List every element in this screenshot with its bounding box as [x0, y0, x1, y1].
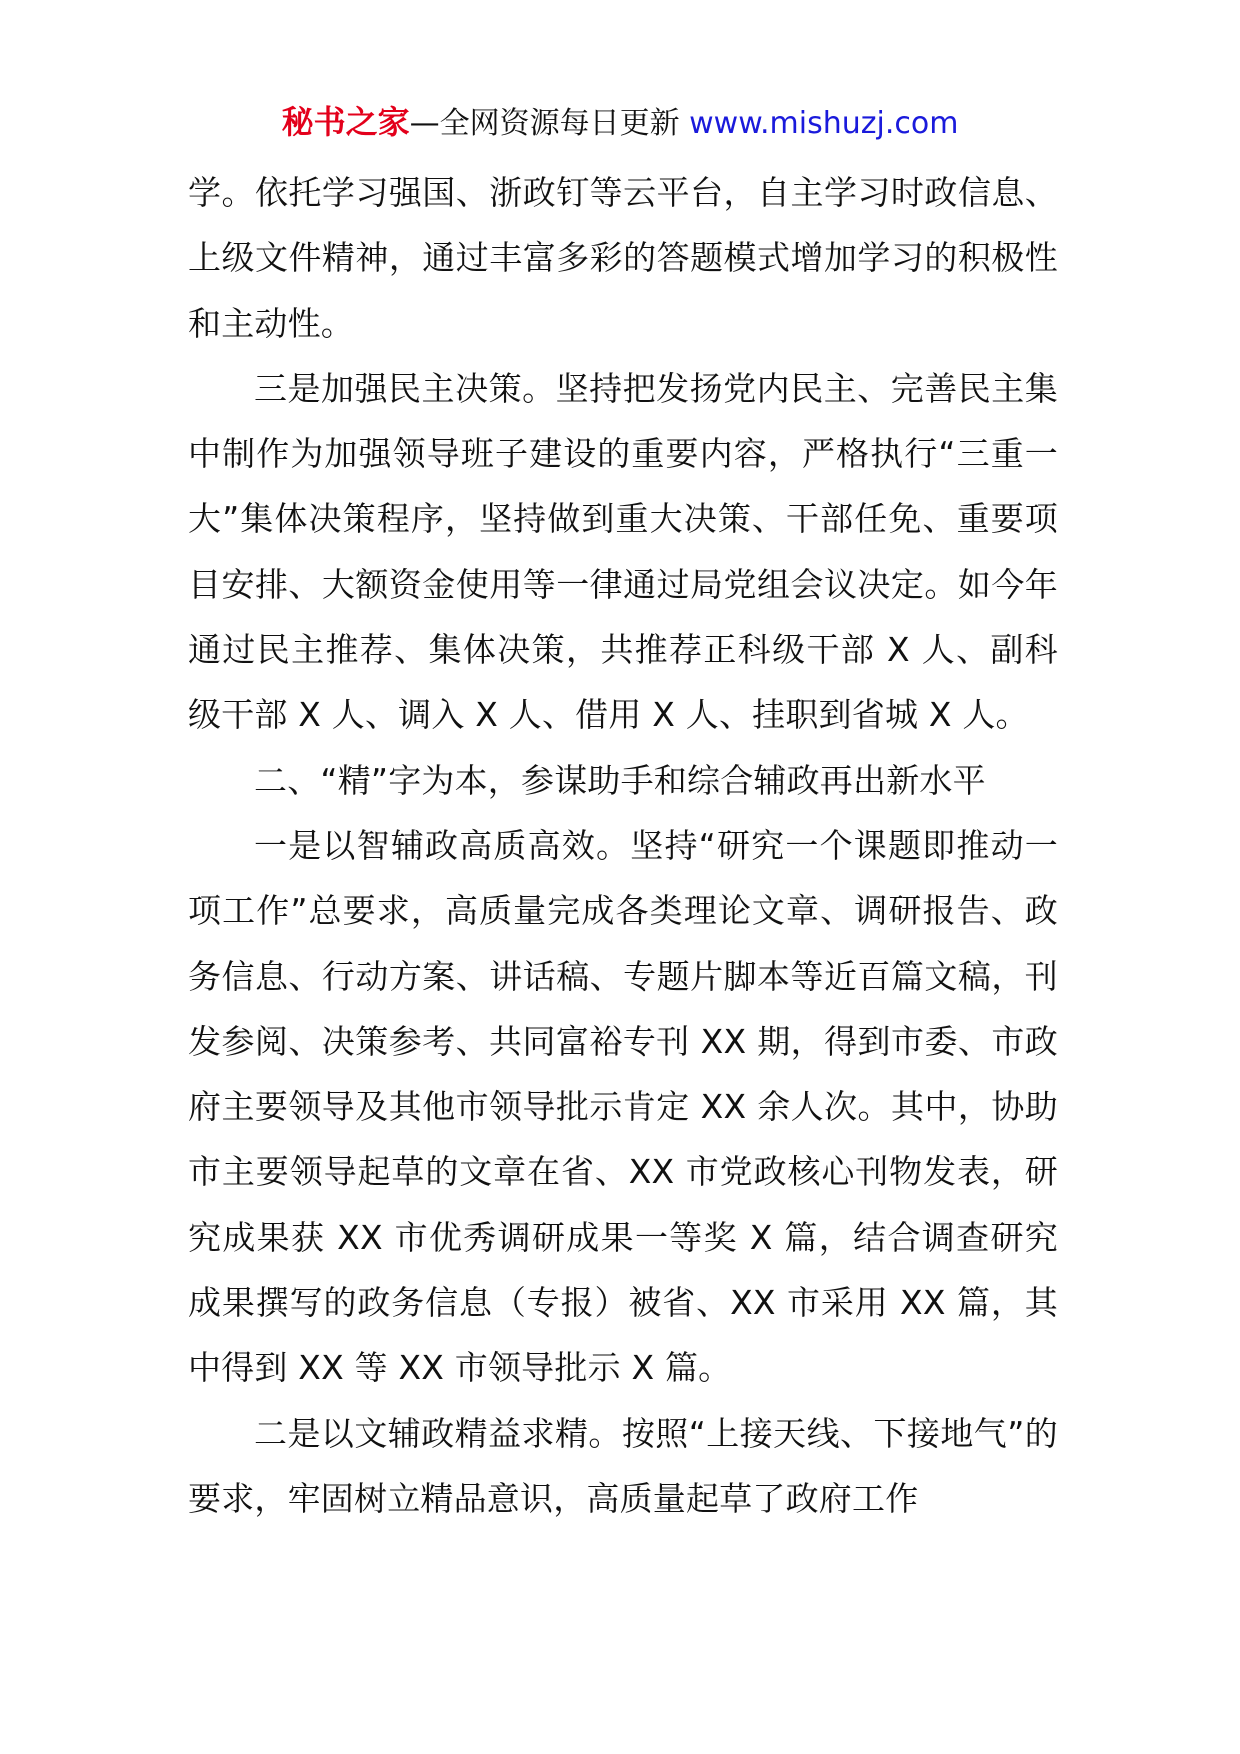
- paragraph-text-governance: 二是以文辅政精益求精。按照“上接天线、下接地气”的要求，牢固树立精品意识，高质量起草了政府工作: [188, 1413, 1058, 1518]
- paragraph-smart-governance: 一是以智辅政高质高效。坚持“研究一个课题即推动一项工作”总要求，高质量完成各类理论文章、调研报告、政务信息、行动方案、讲话稿、专题片脚本等近百篇文稿，刊发参阅、决策参考、共同富裕专刊 XX 期，得到市委、市政府主要领导及其他市领导批示肯定 XX 余人次。其中，协助市主要领导起草的文章在省、XX 市党政核心刊物发表，研究成果获 XX 市优秀调研成果一等奖 X 篇，结合调查研究成果撰写的政务信息（专报）被省、XX 市采用 XX 篇，其中得到 XX 等 XX 市领导批示 X 篇。: [188, 825, 1058, 1388]
- page-header: [0, 102, 1240, 144]
- brand-name: 秘书之家: [281, 103, 410, 141]
- header-tagline: —全网资源每日更新: [409, 106, 680, 141]
- section-heading-two: 二、“精”字为本，参谋助手和综合辅政再出新水平: [254, 760, 986, 800]
- paragraph-democratic-decision: 三是加强民主决策。坚持把发扬党内民主、完善民主集中制作为加强领导班子建设的重要内容，严格执行“三重一大”集体决策程序，坚持做到重大决策、干部任免、重要项目安排、大额资金使用等一律通过局党组会议决定。如今年通过民主推荐、集体决策，共推荐正科级干部 X 人、副科级干部 X 人、调入 X 人、借用 X 人、挂职到省城 X 人。: [188, 368, 1058, 735]
- document-body: [188, 160, 1058, 1531]
- header-url-link[interactable]: www.mishuzj.com: [689, 106, 959, 141]
- paragraph-continued-study: 学。依托学习强国、浙政钉等云平台，自主学习时政信息、上级文件精神，通过丰富多彩的答题模式增加学习的积极性和主动性。: [188, 173, 1058, 343]
